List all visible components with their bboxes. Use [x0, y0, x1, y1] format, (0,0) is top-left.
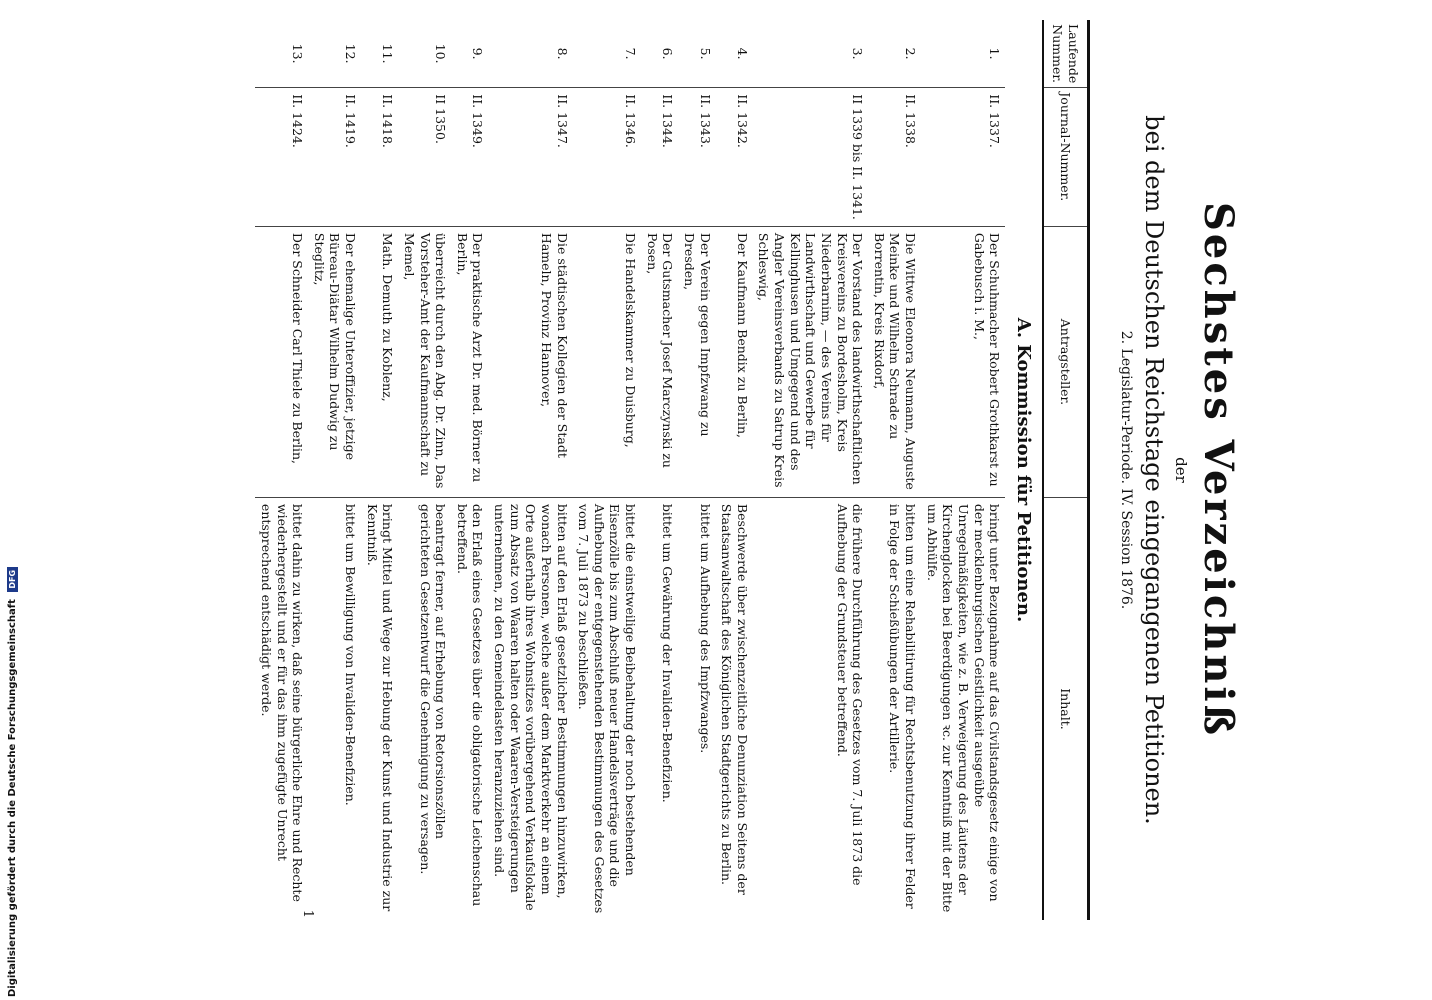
row-number: 1. [987, 47, 1003, 60]
antragsteller-cell: Der praktische Arzt Dr. med. Börner zu Berlin, [451, 226, 488, 497]
table-row [641, 20, 678, 920]
inhalt-cell: Beschwerde über zwischenzeitliche Denunziation Seitens der Staatsanwaltschaft des Königlichen Stadtgerichts zu Berlin. [716, 497, 753, 920]
journal-number: II. 1419. [308, 88, 361, 227]
table-row [868, 20, 921, 920]
row-number: 5. [697, 47, 713, 60]
table-row [451, 20, 488, 920]
table-row [308, 20, 361, 920]
table-row [361, 20, 398, 920]
page-number: 1 [300, 909, 315, 918]
antragsteller-cell: Der Vorstand des landwirthschaftlichen Kreisvereins zu Bordesholm, Kreis Niederbarnim, — des Vereins für Landwirthschaft und Gewerbe für Kellinghusen und Umgegend und des Angler Vereinsverbands zu Satrup Kreis Schleswig, [753, 226, 868, 497]
digitization-credit-text [7, 567, 18, 997]
antragsteller-cell: Die städtischen Kollegien der Stadt Hameln, Provinz Hannover, [489, 226, 573, 497]
section-row [1005, 20, 1043, 920]
row-number: 4. [734, 47, 750, 60]
row-number: 7. [623, 47, 639, 60]
journal-number: II. 1342. [716, 88, 753, 227]
table-row [716, 20, 753, 920]
journal-number: II. 1343. [678, 88, 715, 227]
table-row [753, 20, 868, 920]
journal-number: II. 1424. [255, 88, 308, 227]
header-laufende-nummer: Laufende Nummer. [1043, 20, 1089, 88]
row-number: 9. [470, 47, 486, 60]
antragsteller-cell: Die Handelskammer zu Duisburg, [573, 226, 642, 497]
antragsteller-cell: Der Schneider Carl Thiele zu Berlin, [255, 226, 308, 497]
table-row [678, 20, 715, 920]
table-row [573, 20, 642, 920]
journal-number: II. 1338. [868, 88, 921, 227]
inhalt-cell: bittet die einstweilige Beibehaltung der noch bestehenden Eisenzölle bis zum Abschluß neuer Handelsverträge und die Aufhebung der entgegenstehenden Bestimmungen des Gesetzes vom 7. Juli 1873 zu beschließen. [573, 497, 642, 920]
journal-number: II 1350. [398, 88, 451, 227]
subtitle-main: bei dem Deutschen Reichstage eingegangenen Petitionen. [1140, 115, 1168, 825]
antragsteller-cell: Die Wittwe Eleonora Neumann, Auguste Meinke und Wilhelm Schrade zu Borrentin, Kreis Rixdorf, [868, 226, 921, 497]
section-title: A. Kommission für Petitionen. [1012, 317, 1034, 623]
subtitle-der: der [1172, 457, 1190, 483]
inhalt-cell: bitten um eine Rehabilitirung für Rechtsbenutzung ihrer Felder in Folge der Schießübungen der Artillerie. [868, 497, 921, 920]
inhalt-cell: bittet dahin zu wirken, daß seine bürgerliche Ehre und Rechte wiederhergestellt und er für das ihm zugefügte Unrecht entsprechend entschädigt werde. [255, 497, 308, 920]
inhalt-cell: bringt unter Bezugnahme auf das Civilstandsgesetz einige von der mecklenburgischen Geistlichkeit ausgeübte Unregelmäßigkeiten, wie z. B. Verweigerung des Läutens der Kirchenglocken bei Beerdigungen ꝛc. zur Kenntniß mit der Bitte um Abhülfe. [921, 497, 1005, 920]
inhalt-cell: bringt Mittel und Wege zur Hebung der Kunst und Industrie zur Kenntniß. [361, 497, 398, 920]
journal-number: II. 1349. [451, 88, 488, 227]
document-title: Sechstes Verzeichniß [1195, 201, 1242, 738]
inhalt-cell: den Erlaß eines Gesetzes über die obligatorische Leichenschau betreffend. [451, 497, 488, 920]
table-row [255, 20, 308, 920]
antragsteller-cell: Math. Demuth zu Koblenz, [361, 226, 398, 497]
digitization-credit [2, 569, 18, 997]
inhalt-cell: bittet um Bewilligung von Invaliden-Benefizien. [308, 497, 361, 920]
journal-number: II 1339 bis II. 1341. [753, 88, 868, 227]
header-antragsteller: Antragsteller. [1043, 226, 1089, 497]
inhalt-cell: bittet um Aufhebung des Impfzwanges. [678, 497, 715, 920]
table-header-row [1043, 20, 1089, 920]
row-number: 2. [903, 47, 919, 60]
journal-number: II. 1418. [361, 88, 398, 227]
row-number: 13. [290, 43, 306, 64]
credit-label: Digitalisierung gefördert durch die Deutsche Forschungsgemeinschaft [7, 599, 18, 997]
inhalt-cell: die frühere Durchführung des Gesetzes vom 7. Juli 1873 die Aufhebung der Grundsteuer betreffend. [753, 497, 868, 920]
table-row [489, 20, 573, 920]
header-inhalt: Inhalt. [1043, 497, 1089, 920]
inhalt-cell: beantragt ferner, auf Erhebung von Retorsionszöllen gerichteten Gesetzentwurf die Genehmigung zu versagen. [398, 497, 451, 920]
journal-number: II. 1344. [641, 88, 678, 227]
inhalt-cell: bitten auf den Erlaß gesetzlicher Bestimmungen hinzuwirken, wonach Personen, welche außer dem Marktverkehr an einem Orte außerhalb ihres Wohnsitzes vorübergehend Verkaufslokale zum Absatz von Waaren halten oder Waaren-Versteigerungen unternehmen, zu den Gemeindelasten heranzuziehen sind. [489, 497, 573, 920]
journal-number: II. 1346. [573, 88, 642, 227]
row-number: 11. [380, 43, 396, 64]
row-number: 6. [660, 47, 676, 60]
antragsteller-cell: Der Gutsmacher Josef Marczynski zu Posen, [641, 226, 678, 497]
journal-number: II. 1347. [489, 88, 573, 227]
antragsteller-cell: überreicht durch den Abg. Dr. Zinn, Das Vorsteher-Amt der Kaufmannschaft zu Memel, [398, 226, 451, 497]
row-number: 12. [343, 43, 359, 64]
row-number: 3. [850, 47, 866, 60]
table-row [921, 20, 1005, 920]
journal-number: II. 1337. [921, 88, 1005, 227]
row-number: 10. [433, 43, 449, 64]
antragsteller-cell: Der Schuhmacher Robert Grothkarst zu Gabebusch i. M., [921, 226, 1005, 497]
petition-table [255, 20, 1090, 920]
table-row [398, 20, 451, 920]
inhalt-cell: bittet um Gewährung der Invaliden-Benefizien. [641, 497, 678, 920]
subtitle-period: 2. Legislatur-Periode. IV. Session 1876. [1118, 330, 1134, 610]
antragsteller-cell: Der Verein gegen Impfzwang zu Dresden, [678, 226, 715, 497]
dfg-logo: DFG [7, 567, 18, 592]
antragsteller-cell: Der ehemalige Unteroffizier, jetzige Büreau-Diätar Wilhelm Dudwig zu Steglitz, [308, 226, 361, 497]
row-number: 8. [554, 47, 570, 60]
header-journal-nummer: Journal-Nummer. [1043, 88, 1089, 227]
antragsteller-cell: Der Kaufmann Bendix zu Berlin, [716, 226, 753, 497]
rotated-document [160, 20, 1260, 920]
